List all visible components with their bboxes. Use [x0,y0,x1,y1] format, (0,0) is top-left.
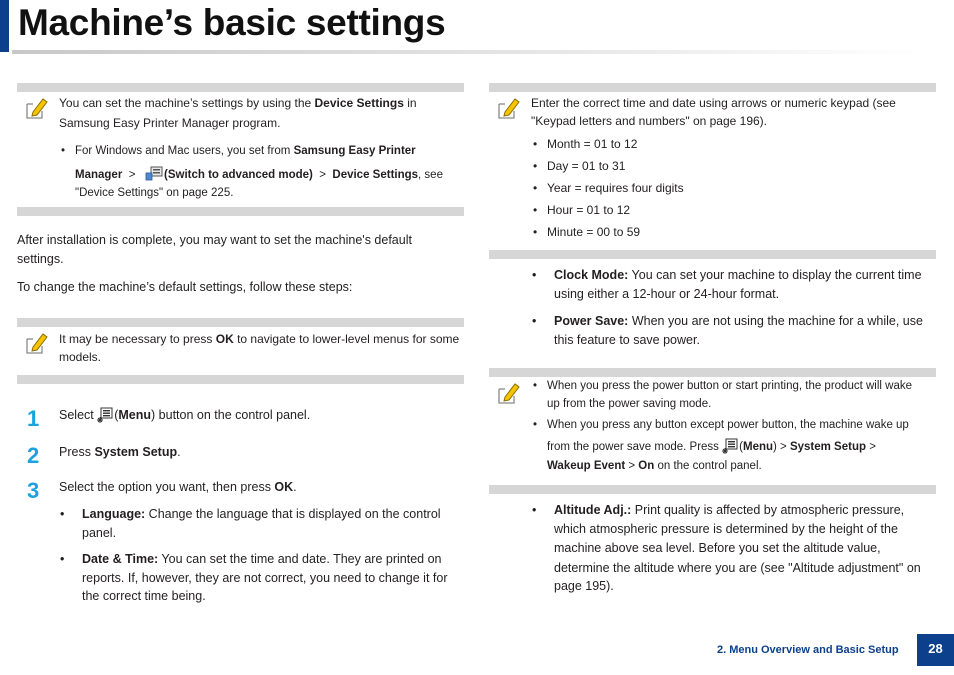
note-top-bar [17,83,464,92]
step-2-text: Press System Setup. [59,445,181,459]
option-date-time: • Date & Time: You can set the time and date. They are printed on reports. If, however, they are not correct, you need to change it for the correct time being. [60,552,448,603]
note-pencil-icon [23,330,49,356]
page-title: Machine’s basic settings [18,2,446,43]
menu-icon [722,438,739,454]
list-item: • Month = 01 to 12 [533,137,638,151]
option-clock-mode: • Clock Mode: You can set your machine to display the current time using either a 12-hour or 24-hour format. [532,268,922,301]
note-bottom-bar [17,375,464,384]
list-item: • Year = requires four digits [533,181,684,195]
note1-bullet: • For Windows and Mac users, you set from Samsung Easy Printer Manager > (Switch to advanced mode) > Device Settings, see "Device Settings" on page 225. [61,145,443,199]
note-top-bar [17,318,464,327]
note-bottom-bar [17,207,464,216]
page-number: 28 [917,634,954,666]
step-3-text: Select the option you want, then press OK. [59,480,297,494]
note4-list [533,378,936,476]
intro-paragraph: After installation is complete, you may want to set the machine's default settings. [17,233,412,266]
note-top-bar [489,83,936,92]
option-altitude-adj: • Altitude Adj.: Print quality is affected by atmospheric pressure, which atmospheric pressure is determined by the height of the machine above sea level. Before you set the altitude value, determine the altitude where you are (see "Altitude adjustment" on page 195). [532,503,921,593]
note-pencil-icon [495,380,521,406]
step-number: 1 [27,406,40,431]
option-power-save: • Power Save: When you are not using the machine for a while, use this feature to save power. [532,314,923,347]
note2-text: It may be necessary to press OK to navigate to lower-level menus for some models. [59,332,460,364]
list-item: • Hour = 01 to 12 [533,203,631,217]
list-item: • Day = 01 to 31 [533,159,626,173]
note-pencil-icon [23,95,49,121]
advanced-mode-icon [145,166,164,182]
time-ranges-list [533,133,833,243]
note1-text: You can set the machine’s settings by using the Device Settings in Samsung Easy Printer Manager program. [59,96,417,130]
list-item: • When you press any button except power button, the machine wake up from the power save mode. Press (Menu) > System Setup > Wakeup Event > On on the control panel. [533,419,909,472]
step-number: 2 [27,443,40,468]
note3-text: Enter the correct time and date using arrows or numeric keypad (see "Keypad letters and numbers" on page 196). [531,96,896,128]
title-divider [12,50,917,54]
step-1-text: Select (Menu) button on the control panel. [59,408,311,422]
note-top-bar [489,368,936,377]
list-item: • When you press the power button or start printing, the product will wake up from the power saving mode. [533,380,912,410]
footer-section-title: 2. Menu Overview and Basic Setup [717,644,899,656]
note-bottom-bar [489,250,936,259]
list-item: • Minute = 00 to 59 [533,225,641,239]
note-pencil-icon [495,95,521,121]
menu-icon [97,407,114,423]
intro-steps-lead: To change the machine’s default settings, follow these steps: [17,280,353,294]
step-number: 3 [27,478,40,503]
option-language: • Language: Change the language that is displayed on the control panel. [60,507,441,540]
header-accent-bar [0,0,9,52]
note-bottom-bar [489,485,936,494]
